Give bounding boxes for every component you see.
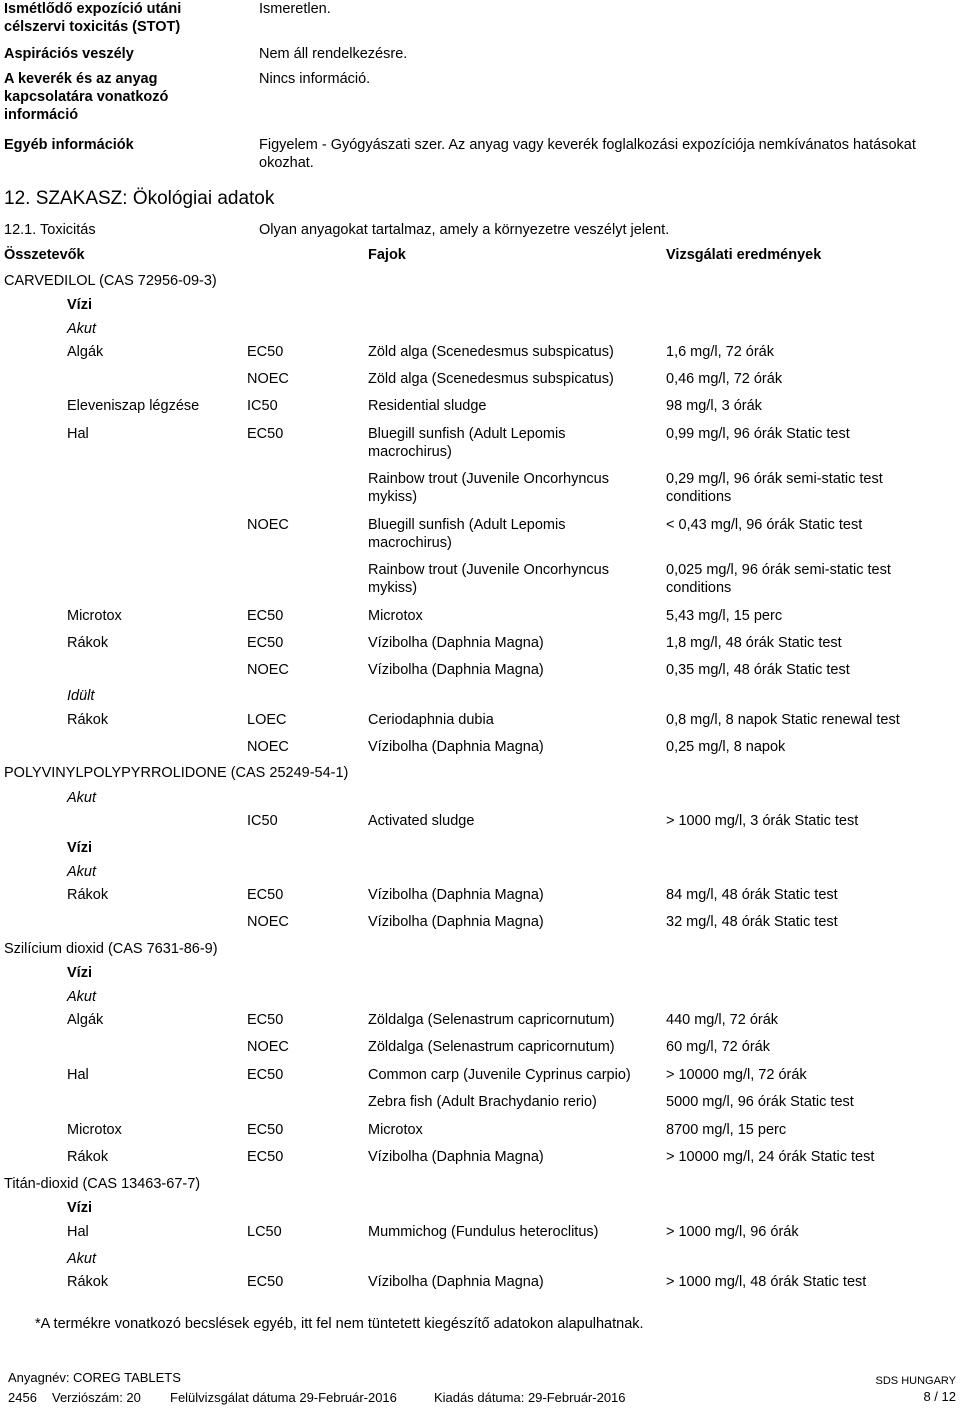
- row-result: 0,46 mg/l, 72 órák: [666, 371, 783, 387]
- row-group: Algák: [67, 1012, 104, 1028]
- row-species: Vízibolha (Daphnia Magna): [368, 635, 544, 651]
- row-result: 0,25 mg/l, 8 napok: [666, 739, 786, 755]
- row-type: NOEC: [247, 739, 289, 755]
- subhead-acute: Akut: [67, 790, 97, 806]
- subhead-acute: Akut: [67, 864, 97, 880]
- row-species: Vízibolha (Daphnia Magna): [368, 887, 544, 903]
- row-species: Bluegill sunfish (Adult Lepomis macrochirus): [368, 517, 566, 551]
- row-species: Ceriodaphnia dubia: [368, 712, 494, 728]
- info-value-stot: Ismeretlen.: [259, 1, 331, 17]
- info-label-other: Egyéb információk: [4, 137, 134, 153]
- row-type: IC50: [247, 813, 278, 829]
- row-result: 1,6 mg/l, 72 órák: [666, 344, 774, 360]
- row-result: 0,35 mg/l, 48 órák Static test: [666, 662, 850, 678]
- row-result: 5000 mg/l, 96 órák Static test: [666, 1094, 854, 1110]
- substance-carvedilol: CARVEDILOL (CAS 72956-09-3): [4, 273, 217, 289]
- row-group: Hal: [67, 1224, 89, 1240]
- row-result: > 1000 mg/l, 96 órák: [666, 1224, 799, 1240]
- row-type: EC50: [247, 1274, 284, 1290]
- row-type: NOEC: [247, 914, 289, 930]
- row-species: Vízibolha (Daphnia Magna): [368, 914, 544, 930]
- info-value-mixture: Nincs információ.: [259, 71, 371, 87]
- section-heading: 12. SZAKASZ: Ökológiai adatok: [4, 188, 275, 209]
- row-type: NOEC: [247, 517, 289, 533]
- row-result: < 0,43 mg/l, 96 órák Static test: [666, 517, 863, 533]
- substance-tio2: Titán-dioxid (CAS 13463-67-7): [4, 1176, 201, 1192]
- footer-product-name: Anyagnév: COREG TABLETS: [8, 1370, 181, 1385]
- row-type: EC50: [247, 426, 284, 442]
- row-type: EC50: [247, 344, 284, 360]
- row-group: Rákok: [67, 635, 109, 651]
- row-type: EC50: [247, 887, 284, 903]
- row-result: > 1000 mg/l, 3 órák Static test: [666, 813, 859, 829]
- row-species: Mummichog (Fundulus heteroclitus): [368, 1224, 599, 1240]
- header-species: Fajok: [368, 247, 406, 263]
- row-group: Eleveniszap légzése: [67, 398, 200, 414]
- row-species: Vízibolha (Daphnia Magna): [368, 1149, 544, 1165]
- row-group: Rákok: [67, 887, 109, 903]
- row-group: Rákok: [67, 1274, 109, 1290]
- footer-doc-id: 2456: [8, 1390, 37, 1405]
- subhead-acute: Akut: [67, 989, 97, 1005]
- row-result: 84 mg/l, 48 órák Static test: [666, 887, 838, 903]
- footer-revision-date: Felülvizsgálat dátuma 29-Február-2016: [170, 1390, 397, 1405]
- row-result: 98 mg/l, 3 órák: [666, 398, 762, 414]
- row-result: 1,8 mg/l, 48 órák Static test: [666, 635, 842, 651]
- row-type: LC50: [247, 1224, 282, 1240]
- row-result: 32 mg/l, 48 órák Static test: [666, 914, 838, 930]
- row-type: NOEC: [247, 1039, 289, 1055]
- row-result: 0,8 mg/l, 8 napok Static renewal test: [666, 712, 900, 728]
- row-result: 0,29 mg/l, 96 órák semi-static test conditions: [666, 471, 883, 505]
- row-type: EC50: [247, 635, 284, 651]
- row-species: Zöldalga (Selenastrum capricornutum): [368, 1039, 615, 1055]
- info-label-aspiration: Aspirációs veszély: [4, 46, 134, 62]
- row-type: EC50: [247, 1122, 284, 1138]
- row-group: Rákok: [67, 1149, 109, 1165]
- footer-version: Verziószám: 20: [52, 1390, 141, 1405]
- row-species: Rainbow trout (Juvenile Oncorhyncus mykiss): [368, 471, 609, 505]
- footer-sds-label: SDS HUNGARY: [875, 1375, 956, 1387]
- row-result: 8700 mg/l, 15 perc: [666, 1122, 787, 1138]
- header-components: Összetevők: [4, 247, 85, 263]
- subhead-aquatic: Vízi: [67, 1200, 92, 1216]
- substance-silica: Szilícium dioxid (CAS 7631-86-9): [4, 941, 218, 957]
- subhead-aquatic: Vízi: [67, 965, 92, 981]
- subhead-chronic: Idült: [67, 688, 95, 704]
- row-species: Activated sludge: [368, 813, 475, 829]
- footnote: *A termékre vonatkozó becslések egyéb, itt fel nem tüntetett kiegészítő adatokon alapulhatnak.: [35, 1316, 644, 1332]
- row-group: Rákok: [67, 712, 109, 728]
- row-type: EC50: [247, 608, 284, 624]
- row-result: 0,025 mg/l, 96 órák semi-static test conditions: [666, 562, 891, 596]
- row-result: > 10000 mg/l, 24 órák Static test: [666, 1149, 875, 1165]
- row-result: > 1000 mg/l, 48 órák Static test: [666, 1274, 867, 1290]
- row-result: > 10000 mg/l, 72 órák: [666, 1067, 807, 1083]
- subsection-label: 12.1. Toxicitás: [4, 222, 96, 238]
- footer-page-number: 8 / 12: [923, 1389, 956, 1404]
- row-result: 440 mg/l, 72 órák: [666, 1012, 779, 1028]
- row-species: Vízibolha (Daphnia Magna): [368, 1274, 544, 1290]
- subhead-acute: Akut: [67, 321, 97, 337]
- row-group: Hal: [67, 426, 89, 442]
- subhead-acute: Akut: [67, 1251, 97, 1267]
- row-type: EC50: [247, 1149, 284, 1165]
- subsection-text: Olyan anyagokat tartalmaz, amely a környezetre veszélyt jelent.: [259, 222, 670, 238]
- row-species: Rainbow trout (Juvenile Oncorhyncus mykiss): [368, 562, 609, 596]
- row-type: NOEC: [247, 371, 289, 387]
- row-type: EC50: [247, 1012, 284, 1028]
- info-value-aspiration: Nem áll rendelkezésre.: [259, 46, 408, 62]
- row-group: Microtox: [67, 608, 122, 624]
- row-species: Microtox: [368, 1122, 423, 1138]
- row-result: 0,99 mg/l, 96 órák Static test: [666, 426, 850, 442]
- row-group: Microtox: [67, 1122, 122, 1138]
- row-species: Zöldalga (Selenastrum capricornutum): [368, 1012, 615, 1028]
- info-label-stot: Ismétlődő expozíció utáni célszervi toxicitás (STOT): [4, 1, 182, 35]
- info-label-mixture: A keverék és az anyag kapcsolatára vonatkozó információ: [4, 71, 169, 123]
- row-type: IC50: [247, 398, 278, 414]
- row-result: 5,43 mg/l, 15 perc: [666, 608, 783, 624]
- row-group: Hal: [67, 1067, 89, 1083]
- footer-issue-date: Kiadás dátuma: 29-Február-2016: [434, 1390, 626, 1405]
- row-species: Common carp (Juvenile Cyprinus carpio): [368, 1067, 631, 1083]
- row-result: 60 mg/l, 72 órák: [666, 1039, 770, 1055]
- row-type: NOEC: [247, 662, 289, 678]
- subhead-aquatic: Vízi: [67, 297, 92, 313]
- row-group: Algák: [67, 344, 104, 360]
- row-species: Zöld alga (Scenedesmus subspicatus): [368, 344, 614, 360]
- row-species: Bluegill sunfish (Adult Lepomis macrochirus): [368, 426, 566, 460]
- row-species: Microtox: [368, 608, 423, 624]
- info-value-other: Figyelem - Gyógyászati szer. Az anyag vagy keverék foglalkozási expozíciója nemkívánatos hatásokat okozhat.: [259, 137, 916, 171]
- row-type: EC50: [247, 1067, 284, 1083]
- row-species: Vízibolha (Daphnia Magna): [368, 662, 544, 678]
- substance-pvpp: POLYVINYLPOLYPYRROLIDONE (CAS 25249-54-1): [4, 765, 349, 781]
- row-species: Residential sludge: [368, 398, 487, 414]
- row-type: LOEC: [247, 712, 287, 728]
- row-species: Vízibolha (Daphnia Magna): [368, 739, 544, 755]
- header-results: Vizsgálati eredmények: [666, 247, 822, 263]
- row-species: Zöld alga (Scenedesmus subspicatus): [368, 371, 614, 387]
- row-species: Zebra fish (Adult Brachydanio rerio): [368, 1094, 597, 1110]
- subhead-aquatic: Vízi: [67, 840, 92, 856]
